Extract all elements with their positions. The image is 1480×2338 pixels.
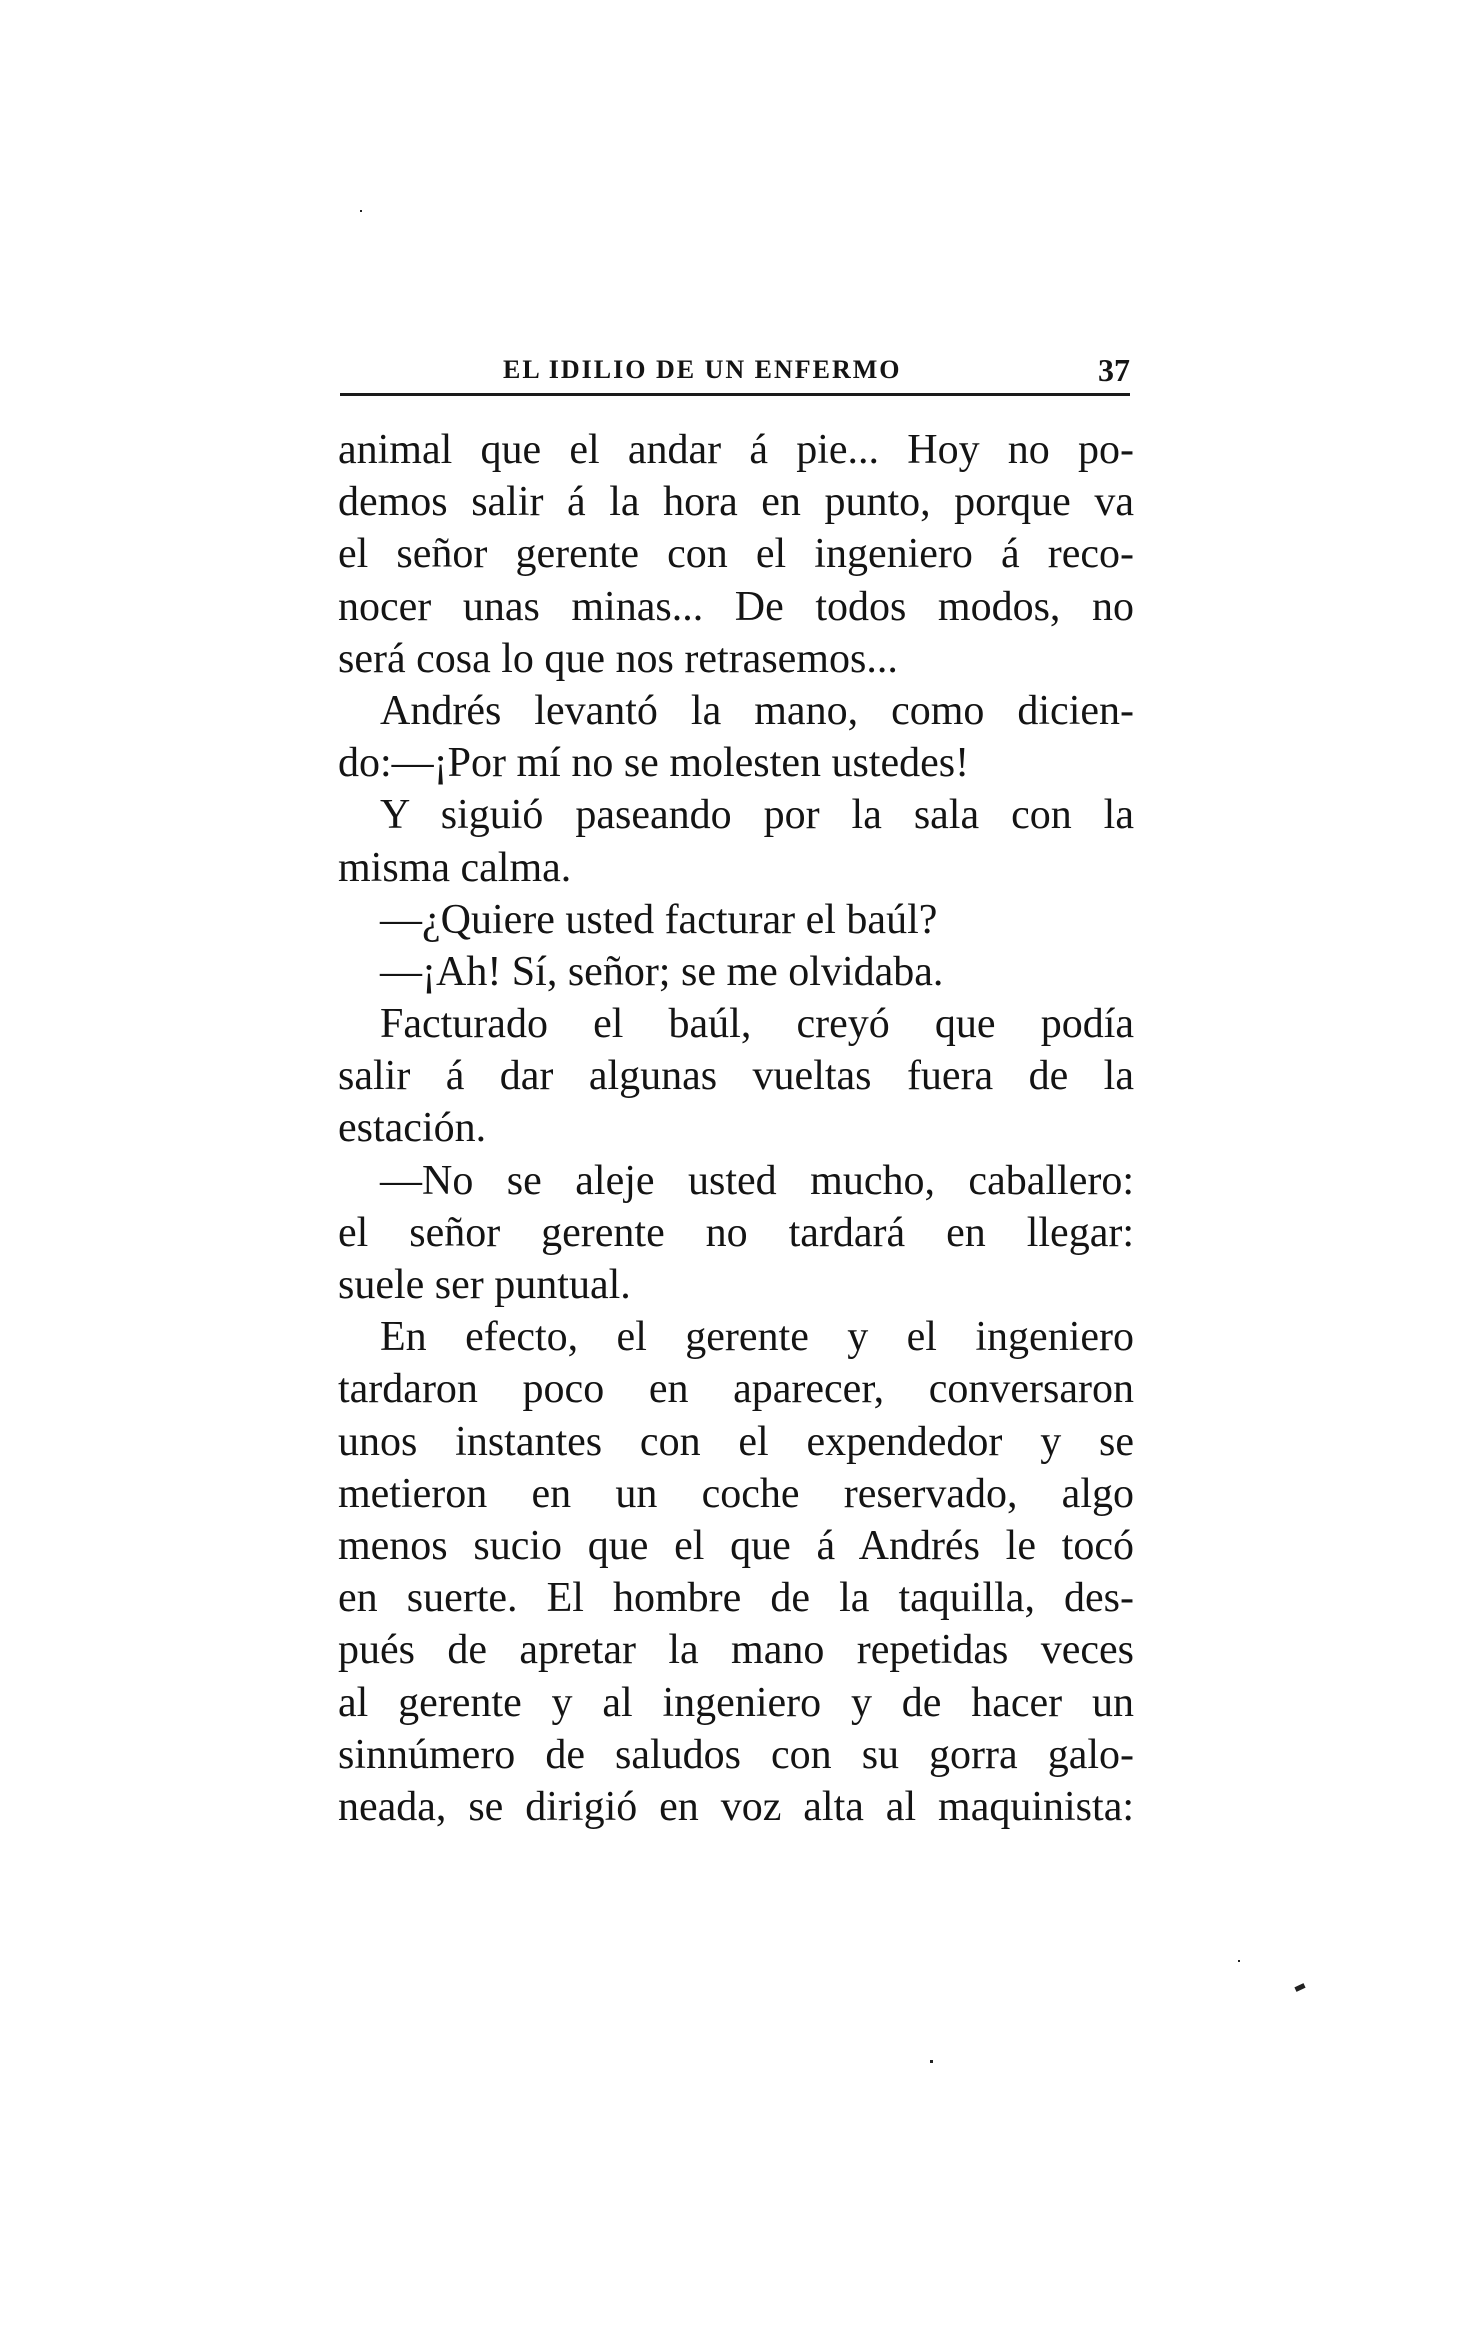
text-line: estación.: [338, 1105, 487, 1152]
text-line: neada, se dirigió en voz alta al maquinista:: [338, 1783, 1134, 1830]
page-number: 37: [1098, 352, 1130, 388]
text-line: Y siguió paseando por la sala con la: [380, 792, 1134, 839]
text-line: tardaron poco en aparecer, conversaron: [338, 1366, 1134, 1413]
running-title: EL IDILIO DE UN ENFERMO: [503, 355, 902, 384]
text-line: —¿Quiere usted facturar el baúl?: [380, 896, 938, 943]
text-line: menos sucio que el que á Andrés le tocó: [338, 1522, 1134, 1569]
ink-speck: [930, 2060, 933, 2063]
text-line: En efecto, el gerente y el ingeniero: [380, 1314, 1134, 1361]
text-line: animal que el andar á pie... Hoy no po-: [338, 427, 1134, 473]
body-text: [338, 424, 1134, 1833]
text-line: —¡Ah! Sí, señor; se me olvidaba.: [380, 948, 944, 995]
text-line: suele ser puntual.: [338, 1262, 631, 1308]
text-line: salir á dar algunas vueltas fuera de la: [338, 1053, 1134, 1100]
ink-speck: [1238, 1960, 1240, 1962]
text-line: unos instantes con el expendedor y se: [338, 1418, 1134, 1465]
ink-speck: [1294, 1983, 1305, 1992]
text-line: en suerte. El hombre de la taquilla, des-: [338, 1575, 1134, 1622]
text-line: metieron en un coche reservado, algo: [338, 1470, 1134, 1517]
text-line: será cosa lo que nos retrasemos...: [338, 635, 898, 682]
ink-speck: [360, 210, 362, 212]
text-line: nocer unas minas... De todos modos, no: [338, 583, 1134, 630]
text-line: pués de apretar la mano repetidas veces: [338, 1627, 1134, 1674]
text-line: Facturado el baúl, creyó que podía: [380, 1001, 1134, 1048]
text-line: misma calma.: [338, 844, 572, 891]
text-line: el señor gerente con el ingeniero á reco-: [338, 531, 1134, 578]
running-head: [340, 345, 1130, 395]
text-line: el señor gerente no tardará en llegar:: [338, 1209, 1134, 1256]
text-line: —No se aleje usted mucho, caballero:: [380, 1157, 1134, 1204]
header-rule: [340, 393, 1130, 396]
text-line: sinnúmero de saludos con su gorra galo-: [338, 1731, 1134, 1778]
text-line: Andrés levantó la mano, como dicien-: [380, 687, 1134, 734]
text-line: al gerente y al ingeniero y de hacer un: [338, 1679, 1134, 1726]
text-line: do:—¡Por mí no se molesten ustedes!: [338, 740, 970, 787]
text-line: demos salir á la hora en punto, porque va: [338, 479, 1134, 526]
